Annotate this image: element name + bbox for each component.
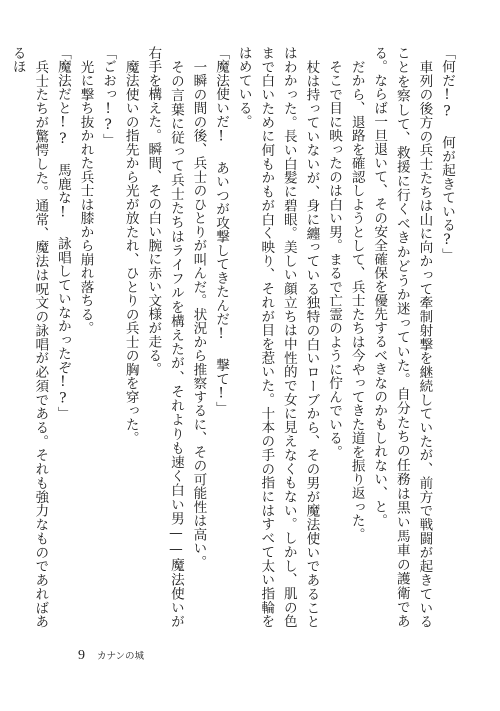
paragraph-p7: 一瞬の間の後、兵士のひとりが叫んだ。状況から推察するに、その可能性は高い。 [190,59,207,569]
page-number: 9 [78,648,85,663]
main-text-block [9,46,458,628]
paragraph-p6: 「魔法使いだ! あいつが攻撃してきたんだ! 撃て!」 [213,46,230,416]
paragraph-p4: そこで目に映ったのは白い男。まるで亡霊のように佇んでいる。 [326,59,343,459]
paragraph-p9: 魔法使いの指先から光が放たれ、ひとりの兵士の胸を穿った。 [122,59,139,445]
paragraph-p10: 「ごおっ!?」 [100,46,117,148]
paragraph-p12: 「魔法だと!? 馬鹿な! 詠唱していなかったぞ!?」 [54,46,71,421]
page-footer [78,648,144,664]
paragraph-p2: 車列の後方の兵士たちは山に向かって牽制射撃を継続していたが、前方で戦闘が起きていることを察して、救援に行くべきかどうか迷っていた。自分たちの任務は黒い馬車の護衛である。ならば一旦退いて、その安全確保を優先するべきなのかもしれない、と。 [371,46,433,628]
paragraph-p1: 「何だ!? 何が起きている?」 [439,46,455,262]
paragraph-p13: 兵士たちが驚愕した。通常、魔法は呪文の詠唱が必須である。それも強力なものであればあるほ [9,46,49,628]
paragraph-p3: だから、退路を確認しようとして、兵士たちは今やってきた道を振り返った。 [348,59,365,541]
paragraph-p5: 杖は持っていないが、身に纏っている独特の白いローブから、その男が魔法使いであることはわかった。長い白髪に碧眼。美しい顔立ちは中性的で女に見えなくもない。しかし、肌の色まで白いために何もかもが白く映り、それが目を惹いた。十本の手の指にはすべて太い指輪をはめている。 [235,46,320,628]
paragraph-p11: 光に撃ち抜かれた兵士は膝から崩れ落ちる。 [77,59,94,335]
running-title: カナンの城 [97,651,145,662]
paragraph-p8: その言葉に従って兵士たちはライフルを構えたが、それよりも速く白い男——魔法使いが右手を構えた。瞬間、その白い腕に赤い文様が走る。 [145,46,184,628]
